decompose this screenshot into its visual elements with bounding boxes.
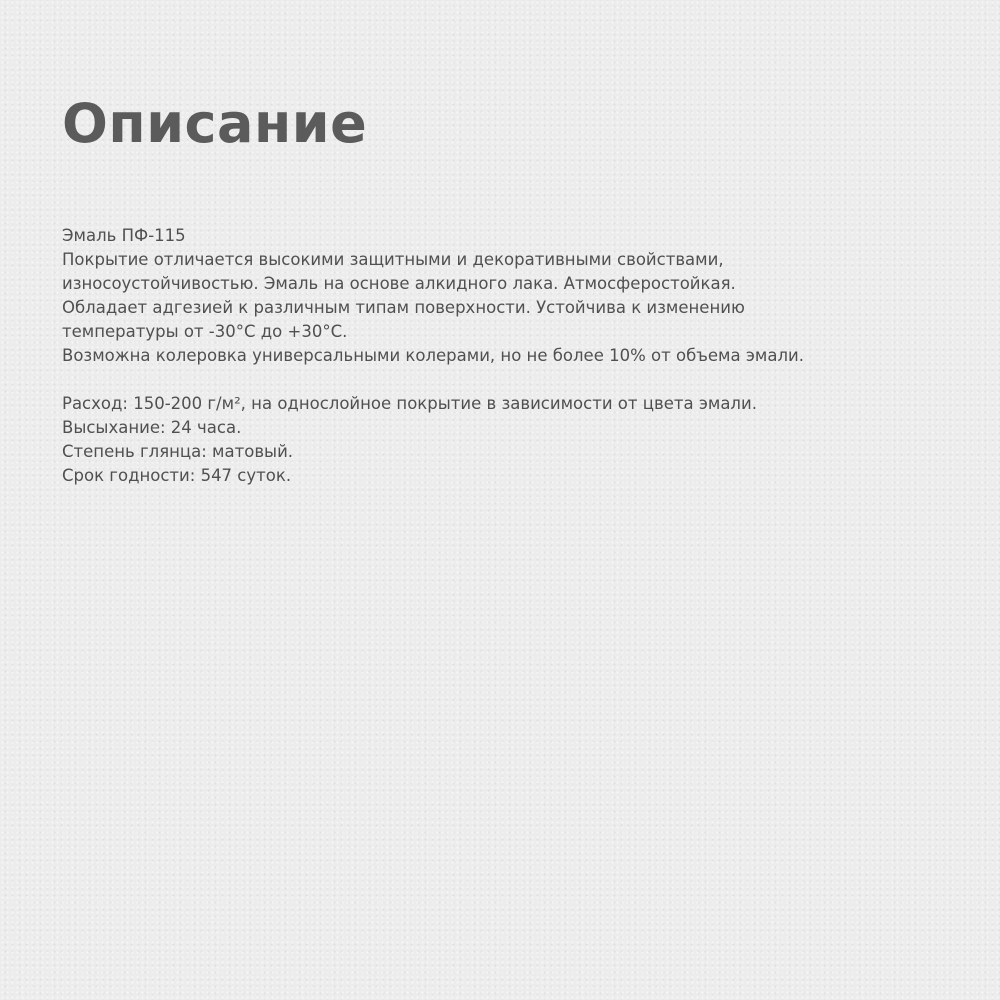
product-name: Эмаль ПФ-115 xyxy=(62,226,186,245)
description-line: Возможна колеровка универсальными колерами, но не более 10% от объема эмали. xyxy=(62,346,804,365)
spec-drying-time: Высыхание: 24 часа. xyxy=(62,418,242,437)
description-line: Покрытие отличается высокими защитными и декоративными свойствами, xyxy=(62,250,724,269)
page-title: Описание xyxy=(62,92,368,155)
spec-consumption: Расход: 150-200 г/м², на однослойное покрытие в зависимости от цвета эмали. xyxy=(62,394,757,413)
description-line: Обладает адгезией к различным типам поверхности. Устойчива к изменению xyxy=(62,298,745,317)
description-line: износоустойчивостью. Эмаль на основе алкидного лака. Атмосферостойкая. xyxy=(62,274,736,293)
description-block xyxy=(62,224,972,488)
content-area xyxy=(62,88,972,488)
description-line: температуры от -30°C до +30°C. xyxy=(62,322,348,341)
spec-gloss-level: Степень глянца: матовый. xyxy=(62,442,294,461)
spec-shelf-life: Срок годности: 547 суток. xyxy=(62,466,292,485)
paragraph-spacer xyxy=(62,368,972,392)
